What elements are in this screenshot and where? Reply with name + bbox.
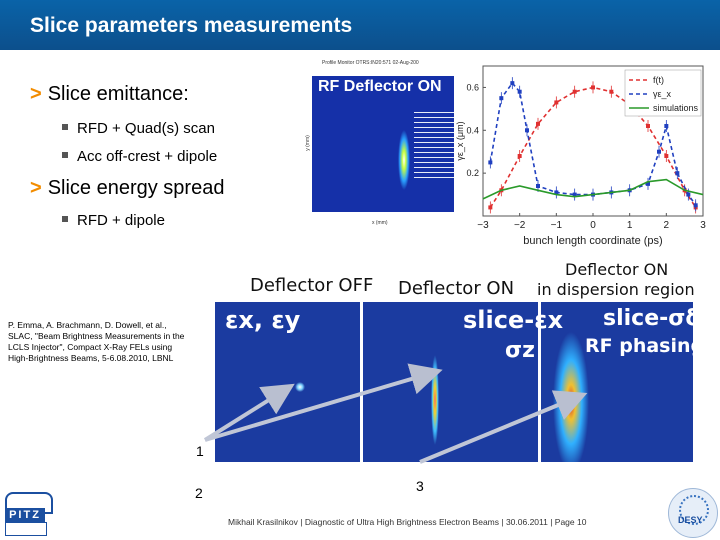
panel-disp-title-1: Deflector ON <box>565 260 669 279</box>
footer-text: Mikhail Krasilnikov | Diagnostic of Ultra High Brightness Electron Beams | 30.06.2011 | Page 10 <box>228 517 587 527</box>
x-tick-label: 2 <box>663 220 670 231</box>
x-tick-label: 1 <box>626 220 633 231</box>
y-tick-label: 0.4 <box>466 125 479 136</box>
panel-off-title: Deflector OFF <box>250 275 374 296</box>
panel-disp-title-2: in dispersion region <box>537 280 695 299</box>
y-axis-label: γε_x (μm) <box>455 121 465 161</box>
legend-label: f(t) <box>653 75 664 85</box>
x-tick-label: −1 <box>550 220 563 231</box>
arrow-3 <box>420 396 580 462</box>
panel-on-label-1: slice-εx <box>463 306 564 334</box>
sub-bullet-label: RFD + dipole <box>77 212 165 229</box>
desy-logo <box>668 488 718 538</box>
marker-3: 3 <box>416 478 424 494</box>
x-tick-label: 3 <box>700 220 706 231</box>
panel-on-title: Deflector ON <box>398 278 515 299</box>
sub-bullet-label: RFD + Quad(s) scan <box>77 120 215 137</box>
x-tick-label: −2 <box>513 220 526 231</box>
panel-on-label-2: σz <box>505 338 535 363</box>
slide-title: Slice parameters measurements <box>30 14 353 37</box>
bullet-marker-icon: > <box>30 177 42 199</box>
reference-citation: P. Emma, A. Brachmann, D. Dowell, et al., SLAC, "Beam Brightness Measurements in the LCLS Injector", Compact X-Ray FELs using High-Brightness Beams, 5-6.08.2010, LBNL <box>8 320 185 363</box>
rf-deflector-banner: RF Deflector ON <box>318 78 442 95</box>
panel-disp-label-2: RF phasing <box>585 335 705 357</box>
pitz-logo-text: PITZ <box>5 508 45 522</box>
y-tick-label: 0.6 <box>466 82 479 93</box>
legend-label: simulations <box>653 103 699 113</box>
bullet-label: Slice energy spread <box>47 177 225 199</box>
x-axis-label: x (mm) <box>372 220 388 226</box>
x-tick-label: −3 <box>477 220 489 231</box>
panel-disp-label-1: slice-σδ <box>603 306 701 331</box>
profile-monitor-header: Profile Monitor OTRS:IN20:571 02-Aug-200 <box>322 60 419 66</box>
marker-2: 2 <box>195 485 203 501</box>
pitz-logo-base <box>5 522 47 536</box>
bullet-label: Slice emittance: <box>47 83 189 105</box>
x-tick-label: 0 <box>590 220 596 231</box>
bullet-marker-icon: > <box>30 83 42 105</box>
x-axis-label: bunch length coordinate (ps) <box>523 235 663 247</box>
sub-bullet-label: Acc off-crest + dipole <box>77 148 218 165</box>
desy-logo-text: DESY <box>678 515 703 525</box>
panel-off-label: εx, εy <box>225 306 301 334</box>
legend-label: γε_x <box>653 89 672 99</box>
pitz-logo <box>5 492 57 536</box>
arrow-2 <box>205 372 435 440</box>
marker-1: 1 <box>196 443 204 459</box>
y-axis-label: y (mm) <box>304 135 311 151</box>
y-tick-label: 0.2 <box>466 168 479 179</box>
arrow-1 <box>205 388 288 440</box>
